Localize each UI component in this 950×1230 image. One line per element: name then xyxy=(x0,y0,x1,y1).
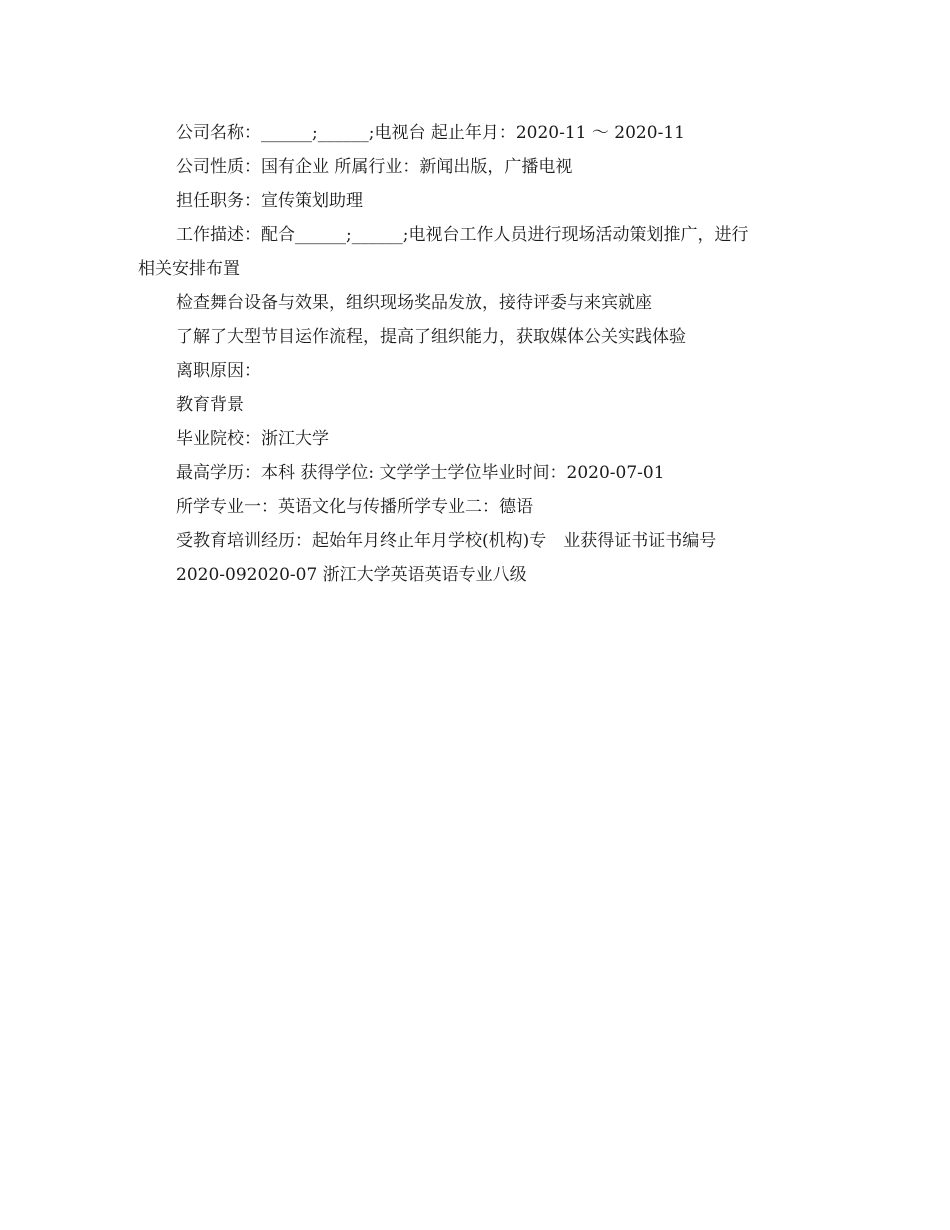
education-heading: 教育背景 xyxy=(176,395,244,415)
degree-line: 最高学历：本科 获得学位: 文学学士学位毕业时间：2020-07-01 xyxy=(176,463,665,483)
training-record-line: 2020-092020-07 浙江大学英语英语专业八级 xyxy=(176,565,527,585)
duty-line-2: 了解了大型节目运作流程，提高了组织能力，获取媒体公关实践体验 xyxy=(176,327,686,347)
major-line: 所学专业一：英语文化与传播所学专业二：德语 xyxy=(176,497,533,517)
position-line: 担任职务：宣传策划助理 xyxy=(176,191,363,211)
job-description-line: 工作描述：配合______;______;电视台工作人员进行现场活动策划推广，进行 xyxy=(176,225,749,245)
company-name-line: 公司名称：______;______;电视台 起止年月：2020-11 ～ 2020-11 xyxy=(176,123,685,143)
school-line: 毕业院校：浙江大学 xyxy=(176,429,329,449)
job-description-continuation: 相关安排布置 xyxy=(138,259,240,279)
company-nature-line: 公司性质：国有企业 所属行业：新闻出版，广播电视 xyxy=(176,157,573,177)
training-header-line: 受教育培训经历：起始年月终止年月学校(机构)专 业获得证书证书编号 xyxy=(176,531,717,551)
document-body xyxy=(138,116,818,592)
duty-line-1: 检查舞台设备与效果，组织现场奖品发放，接待评委与来宾就座 xyxy=(176,293,652,313)
leave-reason-line: 离职原因： xyxy=(176,361,261,381)
